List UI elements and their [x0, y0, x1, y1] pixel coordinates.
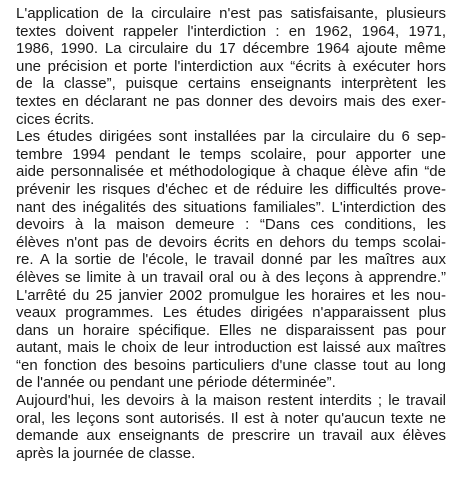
document-text: [16, 5, 446, 462]
text-line: 1986, 1990. La circulaire du 17 décembre 1964 ajoute même: [16, 40, 446, 58]
text-line: L'arrêté du 25 janvier 2002 promulgue les horaires et les nou-: [16, 286, 446, 304]
paragraph: [16, 5, 446, 128]
text-line: de l'année ou pendant une période déterminée”.: [16, 374, 336, 392]
text-line: une précision et porte l'interdiction aux “écrits à exécuter hors: [16, 57, 446, 75]
text-line: autant, mais le choix de leur introduction est laissé aux maîtres: [16, 339, 446, 357]
text-line: Aujourd'hui, les devoirs à la maison restent interdits ; le travail: [16, 392, 446, 410]
text-line: textes doivent rappeler l'interdiction : en 1962, 1964, 1971,: [16, 22, 446, 40]
text-line: demande aux enseignants de prescrire un travail aux élèves: [16, 427, 446, 445]
text-line: après la journée de classe.: [16, 444, 196, 462]
text-line: L'application de la circulaire n'est pas satisfaisante, plusieurs: [16, 5, 446, 22]
text-line: Les études dirigées sont installées par la circulaire du 6 sep-: [16, 128, 446, 146]
text-line: textes en déclarant ne pas donner des devoirs mais des exer-: [16, 92, 446, 110]
text-line: veaux programmes. Les études dirigées n'apparaissent plus: [16, 304, 446, 322]
text-line: dans un horaire spécifique. Elles ne disparaissent pas pour: [16, 321, 446, 339]
text-line: devoirs à la maison demeure : “Dans ces conditions, les: [16, 216, 446, 234]
text-line: élèves se limite à un travail oral ou à des leçons à apprendre.”: [16, 268, 446, 286]
text-line: oral, les leçons sont autorisés. Il est à noter qu'aucun texte ne: [16, 409, 446, 427]
text-line: prévenir les risques d'échec et de réduire les difficultés prove-: [16, 180, 446, 198]
text-line: aide personnalisée et méthodologique à chaque élève afin “de: [16, 163, 446, 181]
text-line: “en fonction des besoins particuliers d'une classe tout au long: [16, 356, 446, 374]
text-line: cices écrits.: [16, 110, 95, 128]
text-line: de la classe”, puisque certains enseignants interprètent les: [16, 75, 446, 93]
text-line: tembre 1994 pendant le temps scolaire, pour apporter une: [16, 145, 446, 163]
paragraph: [16, 128, 446, 392]
text-line: élèves n'ont pas de devoirs écrits en dehors du temps scolai-: [16, 233, 446, 251]
text-line: re. A la sortie de l'école, le travail donné par les maîtres aux: [16, 251, 446, 269]
paragraph: [16, 392, 446, 462]
text-line: nant des inégalités des situations familiales”. L'interdiction des: [16, 198, 446, 216]
